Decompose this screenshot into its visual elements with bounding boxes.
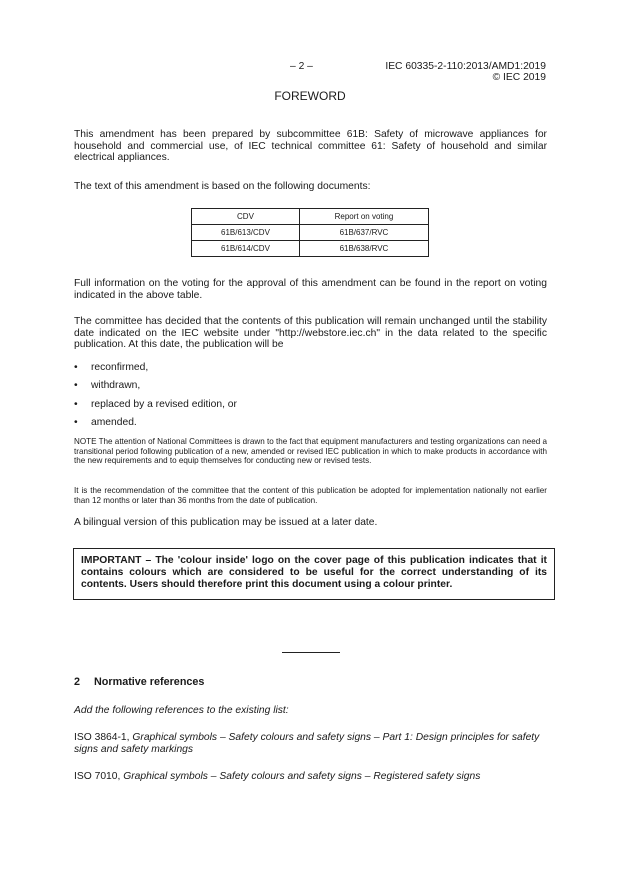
list-item: • replaced by a revised edition, or — [74, 399, 237, 410]
section-heading: 2 Normative references — [74, 676, 205, 688]
paragraph-voting: Full information on the voting for the approval of this amendment can be found in the report on voting indicated in the above table. — [74, 278, 547, 301]
bullet-icon: • — [74, 399, 78, 410]
bullet-icon: • — [74, 380, 78, 391]
page-number: – 2 – — [290, 61, 313, 72]
divider — [282, 652, 340, 653]
table-header: CDV — [192, 209, 300, 225]
reference-iso-7010: ISO 7010, Graphical symbols – Safety colours and safety signs – Registered safety signs — [74, 771, 481, 782]
important-notice: IMPORTANT – The 'colour inside' logo on the cover page of this publication indicates that it contains colours which are considered to be useful for the correct understanding of its contents. Users should therefore print this document using a colour printer. — [73, 548, 555, 600]
instruction: Add the following references to the existing list: — [74, 705, 289, 716]
table-row — [192, 241, 429, 257]
paragraph-amendment: This amendment has been prepared by subcommittee 61B: Safety of microwave appliances for household and commercial use, of IEC technical committee 61: Safety of household and similar electrical appliances. — [74, 129, 547, 164]
list-item: • withdrawn, — [74, 380, 141, 391]
table-cell: 61B/637/RVC — [299, 225, 428, 241]
table-header: Report on voting — [299, 209, 428, 225]
copyright: © IEC 2019 — [492, 72, 546, 83]
table-cell: 61B/613/CDV — [192, 225, 300, 241]
page-title: FOREWORD — [274, 89, 346, 103]
bilingual-note: A bilingual version of this publication may be issued at a later date. — [74, 517, 378, 528]
paragraph-stability: The committee has decided that the contents of this publication will remain unchanged until the stability date indicated on the IEC website under "http://webstore.iec.ch" in the data related to the specific publication. At this date, the publication will be — [74, 316, 547, 351]
table-cell: 61B/614/CDV — [192, 241, 300, 257]
voting-table — [191, 208, 429, 257]
document-id: IEC 60335-2-110:2013/AMD1:2019 — [385, 61, 546, 72]
recommendation: It is the recommendation of the committee that the content of this publication be adopted for implementation nationally not earlier than 12 months or later than 36 months from the date of publication. — [74, 486, 547, 505]
list-item: • amended. — [74, 417, 137, 428]
paragraph-documents: The text of this amendment is based on the following documents: — [74, 181, 371, 192]
bullet-icon: • — [74, 417, 78, 428]
table-cell: 61B/638/RVC — [299, 241, 428, 257]
reference-iso-3864: ISO 3864-1, Graphical symbols – Safety colours and safety signs – Part 1: Design principles for safety signs and safety markings — [74, 732, 540, 755]
list-item: • reconfirmed, — [74, 362, 149, 373]
table-row — [192, 225, 429, 241]
bullet-icon: • — [74, 362, 78, 373]
note: NOTE The attention of National Committees is drawn to the fact that equipment manufacturers and testing organizations can need a transitional period following publication of a new, amended or revised IEC publication in which to make products in accordance with the new requirements and to equip themselves for conducting new or revised tests. — [74, 437, 547, 466]
table-header-row — [192, 209, 429, 225]
